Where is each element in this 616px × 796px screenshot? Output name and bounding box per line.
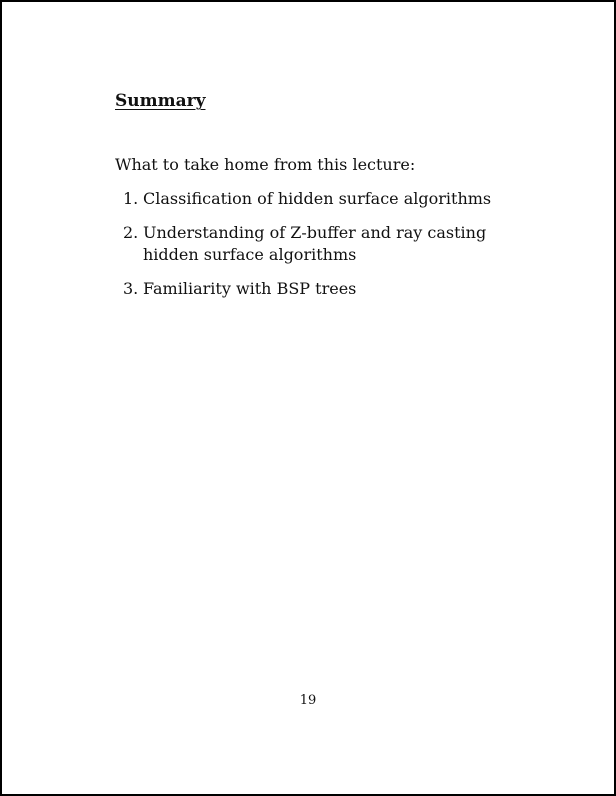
list-item-text: Understanding of Z-buffer and ray casting hidden surface algorithms bbox=[143, 223, 487, 264]
list-item-text: Classification of hidden surface algorithms bbox=[143, 189, 492, 208]
list-item-number: 3. bbox=[123, 279, 139, 298]
list-item-number: 2. bbox=[123, 223, 139, 242]
list-item bbox=[115, 222, 515, 266]
list-item-text: Familiarity with BSP trees bbox=[143, 279, 357, 298]
list-item bbox=[115, 278, 515, 300]
intro-text: What to take home from this lecture: bbox=[115, 155, 416, 174]
list-item-number: 1. bbox=[123, 189, 139, 208]
page-number: 19 bbox=[299, 693, 317, 708]
list-item bbox=[115, 188, 515, 210]
takeaway-list bbox=[115, 188, 515, 312]
section-heading: Summary bbox=[115, 91, 206, 111]
